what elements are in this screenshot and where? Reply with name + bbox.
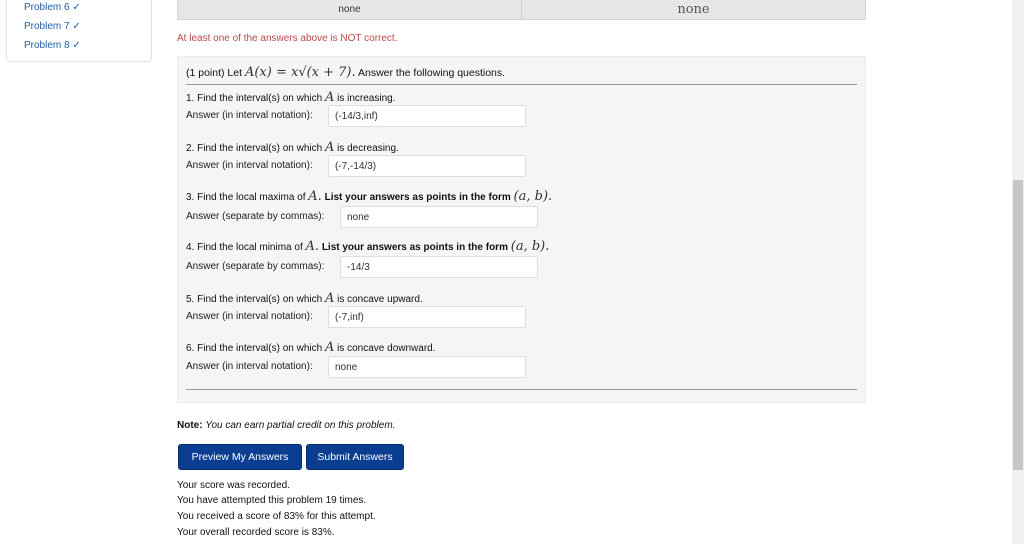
page-scrollbar[interactable] (1012, 0, 1024, 544)
attempt-score-text: You received a score of 83% for this attempt. (177, 511, 376, 522)
sidebar-item-problem-6[interactable]: Problem 6 ✓ (24, 2, 81, 13)
problem-instruction: Answer the following questions. (357, 67, 506, 79)
score-recorded-text: Your score was recorded. (177, 480, 291, 491)
top-divider (186, 84, 857, 85)
answer-preview-cell: none (522, 0, 865, 19)
answer-input-4[interactable]: -14/3 (340, 256, 538, 278)
answer-label-2: Answer (in interval notation): (186, 160, 313, 171)
incorrect-answers-alert: At least one of the answers above is NOT correct. (177, 33, 398, 44)
note-label: Note: (177, 420, 203, 431)
attempts-text: You have attempted this problem 19 times. (177, 495, 367, 506)
overall-score-text: Your overall recorded score is 83%. (177, 527, 335, 538)
answer-label-4: Answer (separate by commas): (186, 261, 325, 272)
bottom-divider (186, 389, 857, 390)
preview-answers-button[interactable]: Preview My Answers (178, 444, 302, 470)
problem-body (177, 56, 866, 403)
previous-answers-table (177, 0, 866, 20)
answer-input-3[interactable]: none (340, 206, 538, 228)
answer-label-1: Answer (in interval notation): (186, 110, 313, 121)
question-3: 3. Find the local maxima of A. List your answers as points in the form (a, b). (186, 189, 553, 204)
function-definition: A(x) = x√(x + 7). (244, 65, 356, 80)
note-text: You can earn partial credit on this problem. (205, 420, 396, 431)
question-5: 5. Find the interval(s) on which A is concave upward. (186, 291, 423, 306)
problem-points: (1 point) Let (186, 67, 243, 79)
answer-input-5[interactable]: (-7,inf) (328, 306, 526, 328)
entered-answer-cell: none (178, 0, 522, 19)
partial-credit-note (177, 420, 395, 431)
answer-label-3: Answer (separate by commas): (186, 211, 325, 222)
answer-label-5: Answer (in interval notation): (186, 311, 313, 322)
problem-list-sidebar (6, 0, 152, 62)
answer-input-6[interactable]: none (328, 356, 526, 378)
question-6: 6. Find the interval(s) on which A is concave downward. (186, 340, 436, 355)
question-2: 2. Find the interval(s) on which A is decreasing. (186, 140, 399, 155)
problem-intro (186, 65, 505, 80)
answer-label-6: Answer (in interval notation): (186, 361, 313, 372)
submit-answers-button[interactable]: Submit Answers (306, 444, 404, 470)
answer-input-1[interactable]: (-14/3,inf) (328, 105, 526, 127)
sidebar-item-problem-7[interactable]: Problem 7 ✓ (24, 21, 81, 32)
sidebar-item-problem-8[interactable]: Problem 8 ✓ (24, 40, 81, 51)
scrollbar-thumb[interactable] (1013, 180, 1023, 470)
question-4: 4. Find the local minima of A. List your answers as points in the form (a, b). (186, 239, 550, 254)
question-1: 1. Find the interval(s) on which A is increasing. (186, 90, 396, 105)
answer-input-2[interactable]: (-7,-14/3) (328, 155, 526, 177)
